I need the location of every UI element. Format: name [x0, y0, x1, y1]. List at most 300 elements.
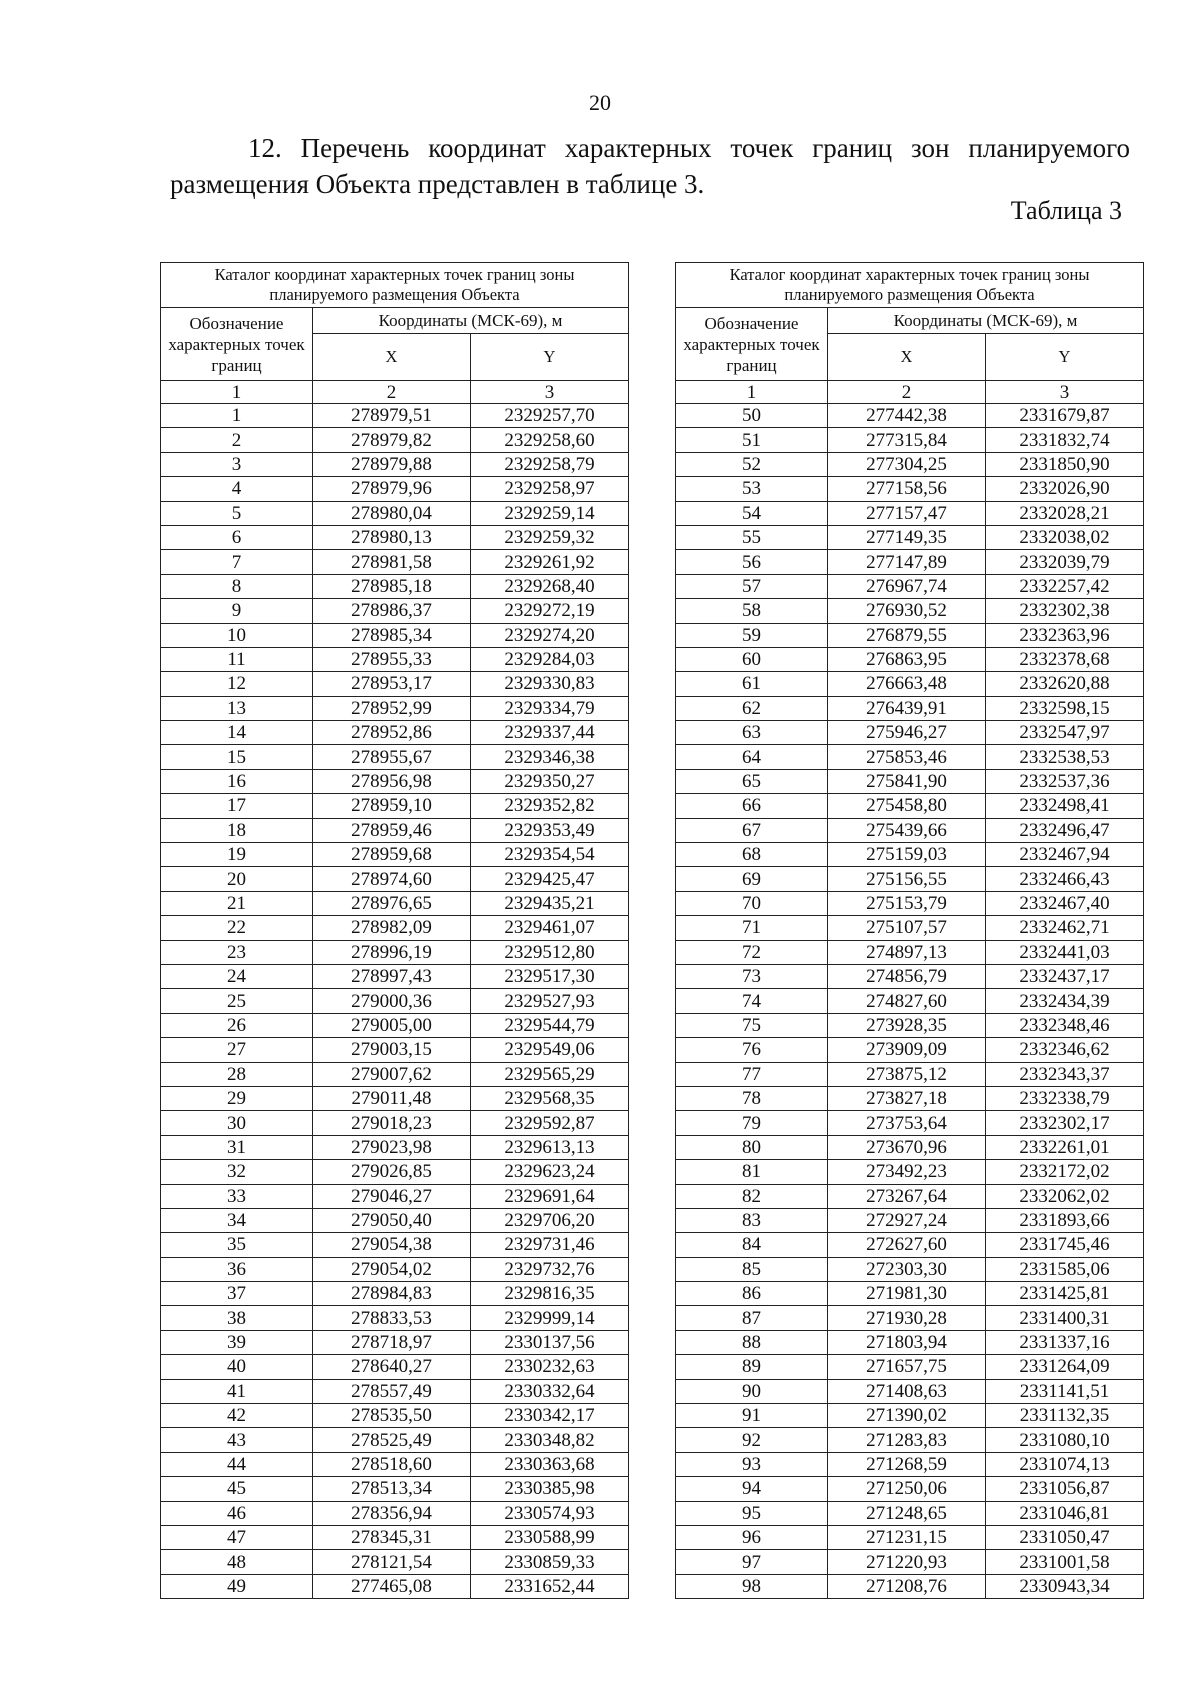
y-coordinate-cell: 2332039,79 [986, 550, 1144, 574]
point-id-cell: 24 [161, 964, 313, 988]
x-coordinate-cell: 278952,99 [313, 696, 471, 720]
point-id-cell: 98 [676, 1574, 828, 1598]
table-row [161, 1379, 629, 1403]
point-id-cell: 87 [676, 1306, 828, 1330]
x-coordinate-cell: 278986,37 [313, 599, 471, 623]
column-number: 3 [471, 381, 629, 404]
x-coordinate-cell: 275841,90 [828, 769, 986, 793]
point-id-cell: 49 [161, 1574, 313, 1598]
table-row [676, 794, 1144, 818]
point-id-cell: 69 [676, 867, 828, 891]
column-y-header: Y [471, 334, 629, 381]
point-id-cell: 60 [676, 647, 828, 671]
table-row [676, 404, 1144, 428]
column-coords-header: Координаты (МСК-69), м [313, 308, 629, 334]
column-number: 2 [828, 381, 986, 404]
x-coordinate-cell: 278959,10 [313, 794, 471, 818]
x-coordinate-cell: 278981,58 [313, 550, 471, 574]
y-coordinate-cell: 2331425,81 [986, 1282, 1144, 1306]
table-row [676, 1160, 1144, 1184]
table-row [161, 1550, 629, 1574]
column-number: 1 [161, 381, 313, 404]
table-row [676, 1062, 1144, 1086]
x-coordinate-cell: 275159,03 [828, 843, 986, 867]
point-id-cell: 93 [676, 1452, 828, 1476]
table-row [161, 1574, 629, 1598]
table-row [161, 1038, 629, 1062]
table-row [676, 623, 1144, 647]
point-id-cell: 83 [676, 1208, 828, 1232]
table-row [161, 574, 629, 598]
point-id-cell: 16 [161, 769, 313, 793]
table-row [676, 1038, 1144, 1062]
point-id-cell: 27 [161, 1038, 313, 1062]
table-row [676, 1086, 1144, 1110]
point-id-cell: 48 [161, 1550, 313, 1574]
x-coordinate-cell: 274827,60 [828, 989, 986, 1013]
table-row [676, 721, 1144, 745]
table-row [676, 477, 1144, 501]
x-coordinate-cell: 275153,79 [828, 891, 986, 915]
x-coordinate-cell: 278982,09 [313, 916, 471, 940]
x-coordinate-cell: 276863,95 [828, 647, 986, 671]
point-id-cell: 39 [161, 1330, 313, 1354]
y-coordinate-cell: 2330588,99 [471, 1525, 629, 1549]
point-id-cell: 72 [676, 940, 828, 964]
table-row [161, 404, 629, 428]
x-coordinate-cell: 275156,55 [828, 867, 986, 891]
table-row [676, 818, 1144, 842]
y-coordinate-cell: 2332537,36 [986, 769, 1144, 793]
y-coordinate-cell: 2332026,90 [986, 477, 1144, 501]
y-coordinate-cell: 2329623,24 [471, 1160, 629, 1184]
x-coordinate-cell: 279054,02 [313, 1257, 471, 1281]
x-coordinate-cell: 279011,48 [313, 1086, 471, 1110]
table-row [161, 940, 629, 964]
table-row [676, 1355, 1144, 1379]
table-row [161, 599, 629, 623]
table-row [161, 1233, 629, 1257]
point-id-cell: 66 [676, 794, 828, 818]
y-coordinate-cell: 2331745,46 [986, 1233, 1144, 1257]
x-coordinate-cell: 279005,00 [313, 1013, 471, 1037]
y-coordinate-cell: 2329549,06 [471, 1038, 629, 1062]
x-coordinate-cell: 279023,98 [313, 1135, 471, 1159]
x-coordinate-cell: 277304,25 [828, 452, 986, 476]
table-row [676, 550, 1144, 574]
point-id-cell: 62 [676, 696, 828, 720]
y-coordinate-cell: 2329337,44 [471, 721, 629, 745]
table-row [161, 1428, 629, 1452]
point-id-cell: 35 [161, 1233, 313, 1257]
point-id-cell: 36 [161, 1257, 313, 1281]
point-id-cell: 22 [161, 916, 313, 940]
y-coordinate-cell: 2329353,49 [471, 818, 629, 842]
table-row [676, 843, 1144, 867]
y-coordinate-cell: 2329613,13 [471, 1135, 629, 1159]
y-coordinate-cell: 2332302,17 [986, 1111, 1144, 1135]
table-row [676, 1428, 1144, 1452]
table-row [161, 1135, 629, 1159]
y-coordinate-cell: 2330574,93 [471, 1501, 629, 1525]
coordinates-table-right [675, 262, 1144, 1599]
point-id-cell: 6 [161, 525, 313, 549]
point-id-cell: 63 [676, 721, 828, 745]
y-coordinate-cell: 2330943,34 [986, 1574, 1144, 1598]
y-coordinate-cell: 2330232,63 [471, 1355, 629, 1379]
x-coordinate-cell: 278985,18 [313, 574, 471, 598]
y-coordinate-cell: 2332172,02 [986, 1160, 1144, 1184]
point-id-cell: 40 [161, 1355, 313, 1379]
y-coordinate-cell: 2329272,19 [471, 599, 629, 623]
table-row [161, 696, 629, 720]
point-id-cell: 44 [161, 1452, 313, 1476]
point-id-cell: 33 [161, 1184, 313, 1208]
table-row [161, 1525, 629, 1549]
column-point-header: Обозначение характерных точек границ [161, 308, 313, 381]
point-id-cell: 58 [676, 599, 828, 623]
y-coordinate-cell: 2331046,81 [986, 1501, 1144, 1525]
column-coords-header: Координаты (МСК-69), м [828, 308, 1144, 334]
x-coordinate-cell: 271248,65 [828, 1501, 986, 1525]
table-row [676, 1379, 1144, 1403]
point-id-cell: 20 [161, 867, 313, 891]
point-id-cell: 86 [676, 1282, 828, 1306]
x-coordinate-cell: 279046,27 [313, 1184, 471, 1208]
table-row [676, 1330, 1144, 1354]
x-coordinate-cell: 278525,49 [313, 1428, 471, 1452]
point-id-cell: 76 [676, 1038, 828, 1062]
paragraph-line-1: 12. Перечень координат характерных точек границ зон планируемого [248, 133, 1130, 163]
y-coordinate-cell: 2332343,37 [986, 1062, 1144, 1086]
table-row [676, 574, 1144, 598]
table-row [161, 721, 629, 745]
x-coordinate-cell: 278953,17 [313, 672, 471, 696]
point-id-cell: 80 [676, 1135, 828, 1159]
x-coordinate-cell: 271250,06 [828, 1477, 986, 1501]
x-coordinate-cell: 271981,30 [828, 1282, 986, 1306]
table-body [161, 404, 629, 1599]
x-coordinate-cell: 277465,08 [313, 1574, 471, 1598]
y-coordinate-cell: 2331132,35 [986, 1404, 1144, 1428]
point-id-cell: 81 [676, 1160, 828, 1184]
point-id-cell: 79 [676, 1111, 828, 1135]
table-row [161, 501, 629, 525]
column-x-header: X [828, 334, 986, 381]
point-id-cell: 88 [676, 1330, 828, 1354]
y-coordinate-cell: 2329261,92 [471, 550, 629, 574]
point-id-cell: 46 [161, 1501, 313, 1525]
table-row [676, 769, 1144, 793]
paragraph-line-2: размещения Объекта представлен в таблице 3. [170, 169, 705, 199]
point-id-cell: 19 [161, 843, 313, 867]
x-coordinate-cell: 279018,23 [313, 1111, 471, 1135]
point-id-cell: 30 [161, 1111, 313, 1135]
table-row [676, 867, 1144, 891]
table-row [676, 1233, 1144, 1257]
table-body [676, 404, 1144, 1599]
point-id-cell: 13 [161, 696, 313, 720]
y-coordinate-cell: 2332547,97 [986, 721, 1144, 745]
point-id-cell: 8 [161, 574, 313, 598]
y-coordinate-cell: 2330137,56 [471, 1330, 629, 1354]
x-coordinate-cell: 273909,09 [828, 1038, 986, 1062]
y-coordinate-cell: 2329816,35 [471, 1282, 629, 1306]
table-title: Каталог координат характерных точек границ зоны планируемого размещения Объекта [161, 263, 629, 308]
table-row [161, 843, 629, 867]
table-row [676, 1404, 1144, 1428]
x-coordinate-cell: 278557,49 [313, 1379, 471, 1403]
point-id-cell: 64 [676, 745, 828, 769]
y-coordinate-cell: 2331056,87 [986, 1477, 1144, 1501]
table-header [161, 263, 629, 404]
y-coordinate-cell: 2329512,80 [471, 940, 629, 964]
point-id-cell: 28 [161, 1062, 313, 1086]
x-coordinate-cell: 278518,60 [313, 1452, 471, 1476]
table-row [676, 1501, 1144, 1525]
table-row [676, 745, 1144, 769]
point-id-cell: 85 [676, 1257, 828, 1281]
x-coordinate-cell: 278955,33 [313, 647, 471, 671]
table-row [161, 477, 629, 501]
point-id-cell: 95 [676, 1501, 828, 1525]
y-coordinate-cell: 2331832,74 [986, 428, 1144, 452]
table-row [161, 1477, 629, 1501]
table-row [676, 1013, 1144, 1037]
y-coordinate-cell: 2329258,97 [471, 477, 629, 501]
x-coordinate-cell: 275946,27 [828, 721, 986, 745]
table-row [161, 672, 629, 696]
x-coordinate-cell: 271268,59 [828, 1452, 986, 1476]
table-row [161, 989, 629, 1013]
y-coordinate-cell: 2329565,29 [471, 1062, 629, 1086]
point-id-cell: 65 [676, 769, 828, 793]
x-coordinate-cell: 271220,93 [828, 1550, 986, 1574]
x-coordinate-cell: 273875,12 [828, 1062, 986, 1086]
x-coordinate-cell: 278121,54 [313, 1550, 471, 1574]
x-coordinate-cell: 276967,74 [828, 574, 986, 598]
point-id-cell: 45 [161, 1477, 313, 1501]
x-coordinate-cell: 278984,83 [313, 1282, 471, 1306]
y-coordinate-cell: 2332378,68 [986, 647, 1144, 671]
column-number: 1 [676, 381, 828, 404]
y-coordinate-cell: 2329259,32 [471, 525, 629, 549]
y-coordinate-cell: 2329425,47 [471, 867, 629, 891]
x-coordinate-cell: 273267,64 [828, 1184, 986, 1208]
x-coordinate-cell: 272303,30 [828, 1257, 986, 1281]
table-row [161, 1452, 629, 1476]
y-coordinate-cell: 2329274,20 [471, 623, 629, 647]
x-coordinate-cell: 278979,82 [313, 428, 471, 452]
coordinates-table-left [160, 262, 629, 1599]
point-id-cell: 3 [161, 452, 313, 476]
x-coordinate-cell: 278959,68 [313, 843, 471, 867]
table-row [676, 1525, 1144, 1549]
x-coordinate-cell: 273753,64 [828, 1111, 986, 1135]
point-id-cell: 1 [161, 404, 313, 428]
point-id-cell: 78 [676, 1086, 828, 1110]
y-coordinate-cell: 2332496,47 [986, 818, 1144, 842]
y-coordinate-cell: 2329350,27 [471, 769, 629, 793]
point-id-cell: 43 [161, 1428, 313, 1452]
y-coordinate-cell: 2331001,58 [986, 1550, 1144, 1574]
x-coordinate-cell: 278535,50 [313, 1404, 471, 1428]
x-coordinate-cell: 278980,13 [313, 525, 471, 549]
y-coordinate-cell: 2332598,15 [986, 696, 1144, 720]
table-row [161, 1282, 629, 1306]
x-coordinate-cell: 275107,57 [828, 916, 986, 940]
y-coordinate-cell: 2332261,01 [986, 1135, 1144, 1159]
table-row [161, 1184, 629, 1208]
point-id-cell: 21 [161, 891, 313, 915]
point-id-cell: 77 [676, 1062, 828, 1086]
table-row [676, 1452, 1144, 1476]
point-id-cell: 37 [161, 1282, 313, 1306]
y-coordinate-cell: 2331679,87 [986, 404, 1144, 428]
table-row [676, 1550, 1144, 1574]
table-row [161, 1013, 629, 1037]
table-row [161, 1111, 629, 1135]
y-coordinate-cell: 2332441,03 [986, 940, 1144, 964]
y-coordinate-cell: 2329527,93 [471, 989, 629, 1013]
y-coordinate-cell: 2329354,54 [471, 843, 629, 867]
x-coordinate-cell: 277315,84 [828, 428, 986, 452]
y-coordinate-cell: 2330348,82 [471, 1428, 629, 1452]
x-coordinate-cell: 278976,65 [313, 891, 471, 915]
point-id-cell: 84 [676, 1233, 828, 1257]
y-coordinate-cell: 2332062,02 [986, 1184, 1144, 1208]
y-coordinate-cell: 2332620,88 [986, 672, 1144, 696]
x-coordinate-cell: 277442,38 [828, 404, 986, 428]
x-coordinate-cell: 273928,35 [828, 1013, 986, 1037]
y-coordinate-cell: 2329435,21 [471, 891, 629, 915]
point-id-cell: 90 [676, 1379, 828, 1403]
table-row [161, 428, 629, 452]
y-coordinate-cell: 2329258,60 [471, 428, 629, 452]
table-row [161, 1306, 629, 1330]
table-row [161, 1086, 629, 1110]
x-coordinate-cell: 279003,15 [313, 1038, 471, 1062]
table-row [676, 916, 1144, 940]
point-id-cell: 70 [676, 891, 828, 915]
y-coordinate-cell: 2332467,40 [986, 891, 1144, 915]
table-row [161, 867, 629, 891]
y-coordinate-cell: 2332437,17 [986, 964, 1144, 988]
y-coordinate-cell: 2329544,79 [471, 1013, 629, 1037]
x-coordinate-cell: 271408,63 [828, 1379, 986, 1403]
y-coordinate-cell: 2332462,71 [986, 916, 1144, 940]
x-coordinate-cell: 274856,79 [828, 964, 986, 988]
table-row [676, 501, 1144, 525]
point-id-cell: 34 [161, 1208, 313, 1232]
x-coordinate-cell: 278997,43 [313, 964, 471, 988]
point-id-cell: 18 [161, 818, 313, 842]
table-row [676, 1208, 1144, 1232]
column-point-header: Обозначение характерных точек границ [676, 308, 828, 381]
y-coordinate-cell: 2329257,70 [471, 404, 629, 428]
y-coordinate-cell: 2330385,98 [471, 1477, 629, 1501]
intro-paragraph [170, 130, 1130, 202]
point-id-cell: 94 [676, 1477, 828, 1501]
x-coordinate-cell: 272927,24 [828, 1208, 986, 1232]
table-row [676, 1135, 1144, 1159]
point-id-cell: 25 [161, 989, 313, 1013]
y-coordinate-cell: 2332346,62 [986, 1038, 1144, 1062]
y-coordinate-cell: 2332038,02 [986, 525, 1144, 549]
table-row [676, 1477, 1144, 1501]
page-number: 20 [589, 90, 611, 115]
y-coordinate-cell: 2332498,41 [986, 794, 1144, 818]
point-id-cell: 38 [161, 1306, 313, 1330]
y-coordinate-cell: 2332363,96 [986, 623, 1144, 647]
point-id-cell: 91 [676, 1404, 828, 1428]
point-id-cell: 12 [161, 672, 313, 696]
point-id-cell: 82 [676, 1184, 828, 1208]
x-coordinate-cell: 278640,27 [313, 1355, 471, 1379]
table-row [161, 745, 629, 769]
point-id-cell: 75 [676, 1013, 828, 1037]
table-row [161, 794, 629, 818]
point-id-cell: 42 [161, 1404, 313, 1428]
x-coordinate-cell: 275439,66 [828, 818, 986, 842]
x-coordinate-cell: 278979,96 [313, 477, 471, 501]
x-coordinate-cell: 277147,89 [828, 550, 986, 574]
y-coordinate-cell: 2332257,42 [986, 574, 1144, 598]
x-coordinate-cell: 278345,31 [313, 1525, 471, 1549]
x-coordinate-cell: 278996,19 [313, 940, 471, 964]
table-row [161, 1257, 629, 1281]
x-coordinate-cell: 276879,55 [828, 623, 986, 647]
point-id-cell: 57 [676, 574, 828, 598]
y-coordinate-cell: 2330363,68 [471, 1452, 629, 1476]
y-coordinate-cell: 2329592,87 [471, 1111, 629, 1135]
x-coordinate-cell: 278952,86 [313, 721, 471, 745]
y-coordinate-cell: 2329999,14 [471, 1306, 629, 1330]
point-id-cell: 31 [161, 1135, 313, 1159]
table-row [161, 1208, 629, 1232]
x-coordinate-cell: 271390,02 [828, 1404, 986, 1428]
point-id-cell: 54 [676, 501, 828, 525]
x-coordinate-cell: 276663,48 [828, 672, 986, 696]
x-coordinate-cell: 276930,52 [828, 599, 986, 623]
table-row [676, 1574, 1144, 1598]
table-row [676, 940, 1144, 964]
y-coordinate-cell: 2329259,14 [471, 501, 629, 525]
point-id-cell: 73 [676, 964, 828, 988]
table-row [161, 1062, 629, 1086]
y-coordinate-cell: 2332538,53 [986, 745, 1144, 769]
x-coordinate-cell: 272627,60 [828, 1233, 986, 1257]
column-x-header: X [313, 334, 471, 381]
point-id-cell: 89 [676, 1355, 828, 1379]
point-id-cell: 7 [161, 550, 313, 574]
point-id-cell: 9 [161, 599, 313, 623]
point-id-cell: 10 [161, 623, 313, 647]
point-id-cell: 71 [676, 916, 828, 940]
x-coordinate-cell: 276439,91 [828, 696, 986, 720]
point-id-cell: 59 [676, 623, 828, 647]
point-id-cell: 74 [676, 989, 828, 1013]
point-id-cell: 61 [676, 672, 828, 696]
table-row [161, 891, 629, 915]
point-id-cell: 67 [676, 818, 828, 842]
point-id-cell: 14 [161, 721, 313, 745]
y-coordinate-cell: 2332302,38 [986, 599, 1144, 623]
y-coordinate-cell: 2332348,46 [986, 1013, 1144, 1037]
x-coordinate-cell: 278979,88 [313, 452, 471, 476]
y-coordinate-cell: 2329284,03 [471, 647, 629, 671]
table-header [676, 263, 1144, 404]
